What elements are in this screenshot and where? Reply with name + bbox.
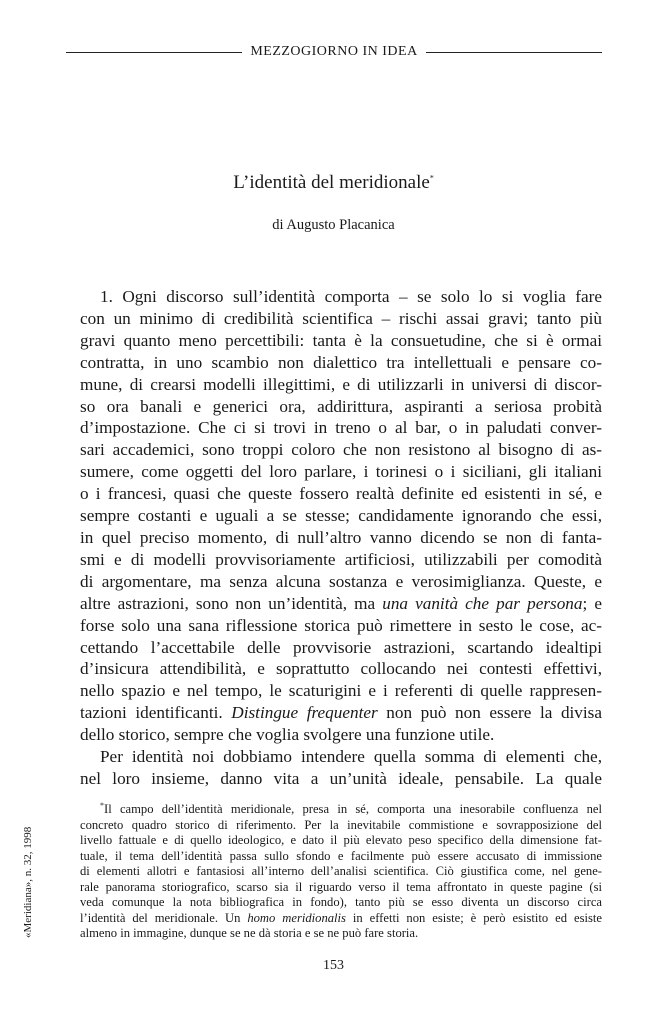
body-line-part: tazioni identificanti. xyxy=(80,703,232,723)
footnote-line: livello fattuale e di quello ideologico, e dato il più elevato peso specifico della dimensione fat- xyxy=(80,833,602,848)
running-head-text: MEZZOGIORNO IN IDEA xyxy=(250,44,418,59)
body-line: contratta, in uno scambio non dialettico tra intellettuali e pensare co- xyxy=(80,352,602,372)
article-title xyxy=(0,172,667,194)
footnote-italic: homo meridionalis xyxy=(247,910,346,925)
body-line: so ora banali e generici ora, addirittura, aspiranti a seriosa probità xyxy=(80,396,602,416)
body-line: smi e di modelli provvisoriamente artificiosi, utilizzabili per comodità xyxy=(80,549,602,569)
article-title-text: L’identità del meridionale xyxy=(233,172,430,193)
page-number: 153 xyxy=(323,958,344,973)
body-line: o i francesi, quasi che queste fossero realtà definite ed esistenti in sé, e xyxy=(80,484,602,504)
title-footnote-mark: * xyxy=(429,173,434,183)
body-line: 1. Ogni discorso sull’identità comporta – se solo lo si voglia fare xyxy=(100,287,602,306)
footnote-line xyxy=(80,798,602,818)
footnote-line: concreto quadro storico di riferimento. Per la inevitabile commistione e sovrapposizione del xyxy=(80,817,602,832)
footnote-mark: * xyxy=(100,801,104,810)
body-line-part: altre astrazioni, sono non un’identità, ma xyxy=(80,593,383,613)
body-line: di argomentare, ma senza alcuna sostanza e verosimiglianza. Queste, e xyxy=(80,571,602,591)
footnote-line-text: Il campo dell’identità meridionale, presa in sé, comporta una inesorabile confluenza nel xyxy=(104,802,602,817)
footnote xyxy=(80,798,602,942)
body-line xyxy=(80,702,602,724)
running-head-rule-left xyxy=(66,52,242,53)
body-line: con un minimo di credibilità scientifica – rischi assai gravi; tanto più xyxy=(80,308,602,328)
body-line-part: non può non essere la divisa xyxy=(377,703,602,723)
body-line: sari accademici, sono troppi coloro che non resistono al bisogno di as- xyxy=(80,440,602,460)
body-line: dello storico, sempre che voglia svolgere una funzione utile. xyxy=(80,725,495,745)
footnote-line: almeno in immagine, dunque se ne dà storia e se ne può fare storia. xyxy=(80,926,419,941)
body-line: cettando l’accettabile delle provvisorie astrazioni, scartando idealtipi xyxy=(80,637,602,657)
article-author: di Augusto Placanica xyxy=(272,217,395,233)
body-line: in quel preciso momento, di null’altro vanno dicendo se non di fanta- xyxy=(80,527,602,547)
footnote-line xyxy=(80,911,602,927)
body-line: sumere, come oggetti del loro parlare, i torinesi o i siciliani, gli italiani xyxy=(80,462,602,482)
running-head-rule-right xyxy=(426,52,602,53)
body-line-part: ; e xyxy=(582,593,602,613)
footnote-line-part: l’identità del meridionale. Un xyxy=(80,910,248,925)
running-head xyxy=(66,44,602,60)
body-line: gravi quanto meno percettibili: tanta è la consuetudine, che si è ormai xyxy=(80,330,602,350)
latin-italic: Distingue frequenter xyxy=(231,703,378,723)
body-line: nel loro insieme, danno vita a un’unità ideale, pensabile. La quale xyxy=(80,768,602,788)
body-line: Per identità noi dobbiamo intendere quella somma di elementi che, xyxy=(100,747,602,767)
body-line: sempre costanti e uguali a se stesse; candidamente ignorando che essi, xyxy=(80,506,602,526)
body-line: mune, di crearsi modelli illegittimi, e di utilizzarli in universi di discor- xyxy=(80,374,602,394)
body-line xyxy=(80,593,602,615)
journal-citation: «Meridiana», n. 32, 1998 xyxy=(22,826,34,938)
footnote-line: tuale, il tema dell’identità passa sullo sfondo e facilmente può essere accusato di immissione xyxy=(80,848,602,863)
footnote-line: veda comunque la nota bibliografica in fondo), tanto più se esso diventa un discorso circa xyxy=(80,895,602,910)
quote-italic: una vanità che par persona xyxy=(382,593,583,613)
body-line: forse solo una sana riflessione storica può rimettere in sesto le cose, ac- xyxy=(80,615,602,635)
footnote-line-part: in effetti non esiste; è però esistito ed esiste xyxy=(345,910,602,925)
body-line: nello spazio e nel tempo, le scaturigini e i referenti di quelle rappresen- xyxy=(80,681,602,701)
footnote-line: di elementi allotri e fantasiosi all’interno dell’analisi scientifica. Ciò giustifica come, nel gene- xyxy=(80,864,602,879)
body-line: d’impostazione. Che ci si trovi in treno o al bar, o in paludati conver- xyxy=(80,418,602,438)
body-text xyxy=(80,286,602,790)
footnote-line: rale panorama storiografico, scarso sia il riguardo verso il tema affrontato in queste pagine (si xyxy=(80,879,602,894)
body-line: d’insicura attendibilità, e soprattutto collocando nei contesti effettivi, xyxy=(80,659,602,679)
